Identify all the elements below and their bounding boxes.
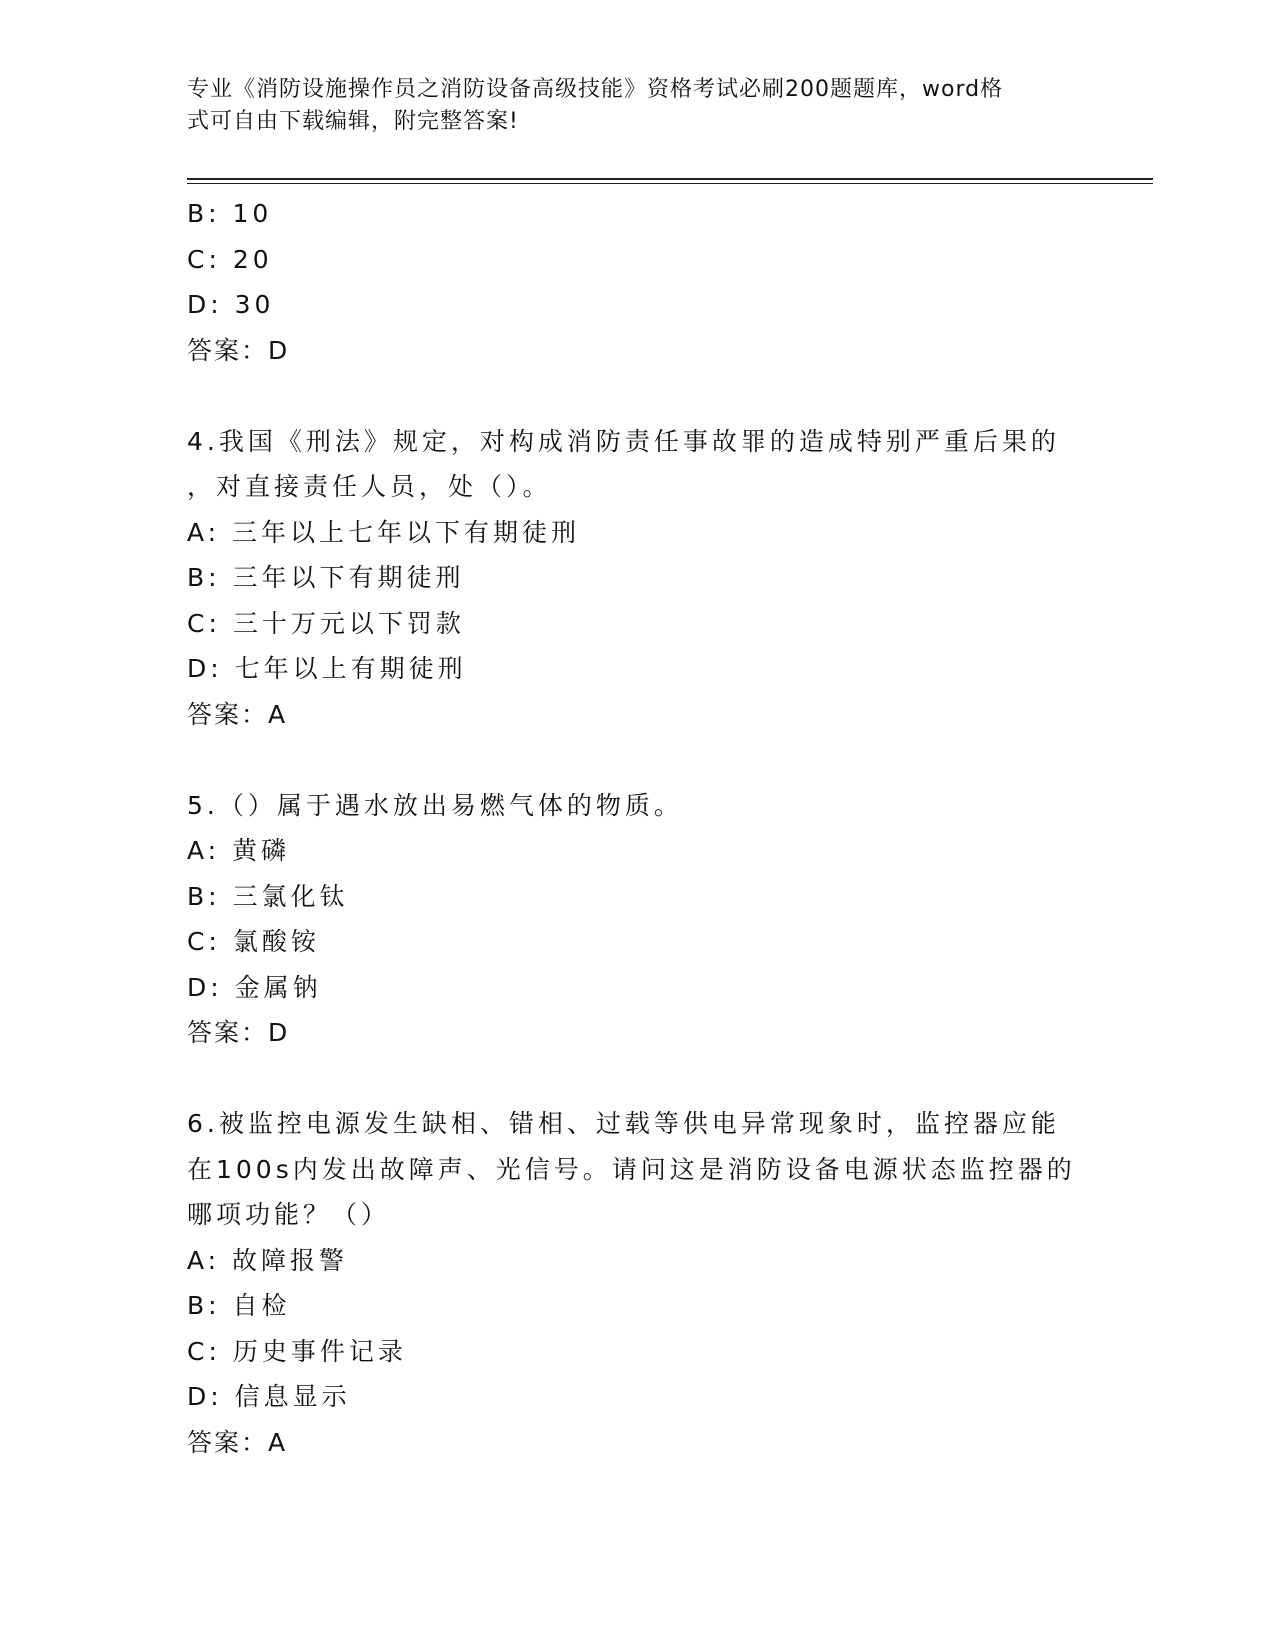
question-stem: 6.被监控电源发生缺相、错相、过载等供电异常现象时，监控器应能 xyxy=(187,1109,1060,1138)
header-divider-thick xyxy=(187,178,1153,180)
header-line-2: 式可自由下载编辑，附完整答案! xyxy=(187,109,519,134)
question-5 xyxy=(187,783,1087,1056)
page-header xyxy=(187,74,1067,138)
question-stem: 5.（）属于遇水放出易燃气体的物质。 xyxy=(187,790,683,820)
option-d: D: 七年以上有期徒刑 xyxy=(187,654,467,683)
option-d: D: 30 xyxy=(187,290,275,319)
question-3 xyxy=(187,191,1087,373)
question-stem: 哪项功能？（） xyxy=(187,1200,391,1229)
option-a: A: 故障报警 xyxy=(187,1245,349,1275)
answer: 答案：D xyxy=(187,335,290,365)
question-6 xyxy=(187,1101,1087,1465)
header-divider-thin xyxy=(187,183,1153,184)
header-line-1: 专业《消防设施操作员之消防设备高级技能》资格考试必刷200题题库，word格 xyxy=(187,77,1004,102)
option-b: B: 10 xyxy=(187,199,273,228)
option-d: D: 金属钠 xyxy=(187,972,322,1002)
option-d: D: 信息显示 xyxy=(187,1382,351,1411)
question-stem: ，对直接责任人员，处（）。 xyxy=(187,472,552,501)
spacer xyxy=(187,373,1087,419)
question-list xyxy=(187,191,1087,1465)
question-4 xyxy=(187,419,1087,738)
option-b: B: 三年以下有期徒刑 xyxy=(187,563,465,592)
option-c: C: 三十万元以下罚款 xyxy=(187,608,465,638)
option-c: C: 20 xyxy=(187,244,273,274)
question-stem: 4.我国《刑法》规定，对构成消防责任事故罪的造成特别严重后果的 xyxy=(187,426,1060,456)
answer: 答案：A xyxy=(187,699,288,729)
option-b: B: 自检 xyxy=(187,1291,291,1320)
option-c: C: 历史事件记录 xyxy=(187,1336,407,1366)
option-a: A: 黄磷 xyxy=(187,836,291,865)
spacer xyxy=(187,1056,1087,1102)
question-stem: 在100s内发出故障声、光信号。请问这是消防设备电源状态监控器的 xyxy=(187,1154,1076,1184)
option-c: C: 氯酸铵 xyxy=(187,927,320,956)
answer: 答案：A xyxy=(187,1427,288,1457)
option-b: B: 三氯化钛 xyxy=(187,881,349,911)
spacer xyxy=(187,737,1087,783)
answer: 答案：D xyxy=(187,1018,290,1047)
option-a: A: 三年以上七年以下有期徒刑 xyxy=(187,517,581,547)
